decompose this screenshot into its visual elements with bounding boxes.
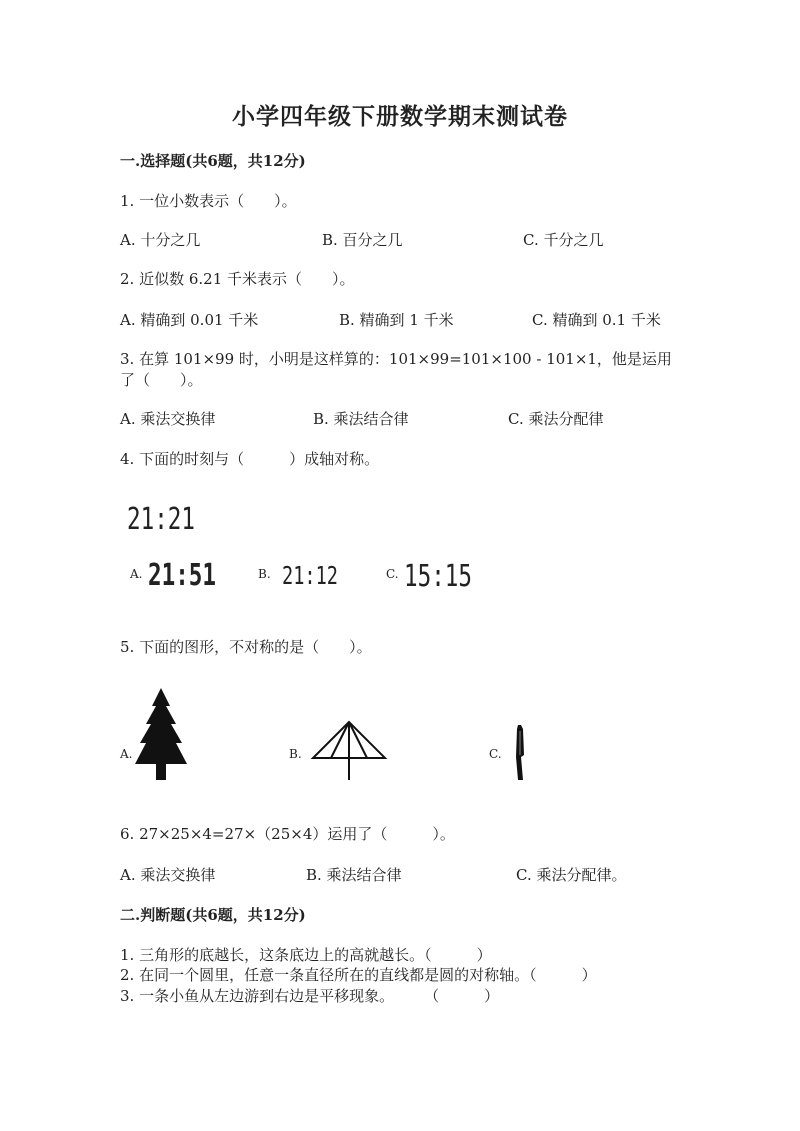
q3-option-b: B. 乘法结合律 <box>313 410 409 428</box>
svg-text:21:51: 21:51 <box>148 558 216 593</box>
pine-tree-icon <box>134 688 188 783</box>
q1-option-b: B. 百分之几 <box>322 231 403 249</box>
q4-option-c-label: C. <box>386 567 399 581</box>
q6-option-b: B. 乘法结合律 <box>306 866 402 884</box>
q4-option-b-clock <box>282 561 340 590</box>
question-1: 1. 一位小数表示（ ）。 <box>120 192 297 210</box>
q5-option-c-label: C. <box>489 747 502 761</box>
umbrella-icon <box>312 720 386 782</box>
section2-heading: 二.判断题(共6题，共12分) <box>120 906 306 924</box>
judge-item-2: 2. 在同一个圆里，任意一条直径所在的直线都是圆的对称轴。（ ） <box>120 966 597 984</box>
q6-option-c: C. 乘法分配律。 <box>516 866 627 884</box>
q2-option-a: A. 精确到 0.01 千米 <box>120 311 259 329</box>
q6-option-a: A. 乘法交换律 <box>120 866 216 884</box>
q5-option-b-label: B. <box>289 747 302 761</box>
svg-text:21:12: 21:12 <box>282 561 338 590</box>
q1-option-a: A. 十分之几 <box>120 231 201 249</box>
digital-clock-main <box>127 502 197 537</box>
judge-item-1: 1. 三角形的底越长，这条底边上的高就越长。（ ） <box>120 946 492 964</box>
question-3-line2: 了（ ）。 <box>120 371 203 389</box>
q3-option-c: C. 乘法分配律 <box>508 410 604 428</box>
knife-icon <box>512 725 528 781</box>
svg-text:15:15: 15:15 <box>404 559 472 594</box>
q4-option-c-clock <box>404 559 474 594</box>
question-2: 2. 近似数 6.21 千米表示（ ）。 <box>120 270 355 288</box>
question-4: 4. 下面的时刻与（ ）成轴对称。 <box>120 450 380 468</box>
q4-option-a-label: A. <box>130 567 143 581</box>
q5-option-a-label: A. <box>120 747 133 761</box>
q4-option-b-label: B. <box>258 567 271 581</box>
judge-item-3: 3. 一条小鱼从左边游到右边是平移现象。 （ ） <box>120 987 500 1005</box>
question-3-line1: 3. 在算 101×99 时，小明是这样算的：101×99=101×100 - 101×1，他是运用 <box>120 350 672 368</box>
section1-heading: 一.选择题(共6题，共12分) <box>120 152 306 170</box>
question-5: 5. 下面的图形，不对称的是（ ）。 <box>120 638 372 656</box>
q3-option-a: A. 乘法交换律 <box>120 410 216 428</box>
page-title: 小学四年级下册数学期末测试卷 <box>232 103 568 130</box>
q1-option-c: C. 千分之几 <box>523 231 604 249</box>
svg-text:21:21: 21:21 <box>127 502 195 537</box>
q2-option-b: B. 精确到 1 千米 <box>339 311 454 329</box>
q2-option-c: C. 精确到 0.1 千米 <box>532 311 661 329</box>
question-6: 6. 27×25×4=27×（25×4）运用了（ ）。 <box>120 825 455 843</box>
q4-option-a-clock <box>148 558 218 593</box>
